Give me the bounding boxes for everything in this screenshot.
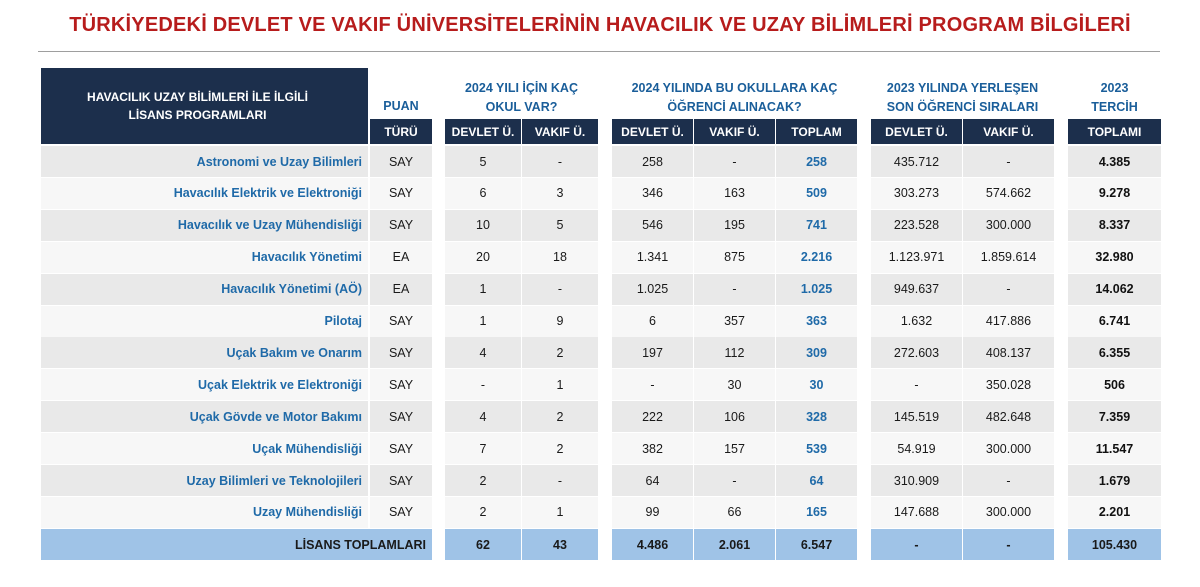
students-vakif-count: 30 <box>694 369 776 400</box>
rank-vakif: 574.662 <box>963 178 1054 209</box>
students-vakif-count: 875 <box>694 242 776 273</box>
totals-rank-vakif: - <box>963 529 1054 560</box>
table-row <box>0 497 1200 528</box>
totals-row <box>0 529 1200 560</box>
rank-vakif: 300.000 <box>963 210 1054 241</box>
rank-vakif: 350.028 <box>963 369 1054 400</box>
rank-devlet: 303.273 <box>871 178 963 209</box>
puan-type: SAY <box>370 210 432 241</box>
rank-vakif: - <box>963 146 1054 177</box>
school-vakif-count: 18 <box>522 242 598 273</box>
students-total-count: 1.025 <box>776 274 857 305</box>
students-devlet-count: 1.341 <box>612 242 694 273</box>
students-total-count: 328 <box>776 401 857 432</box>
rank-vakif-header: VAKIF Ü. <box>963 119 1054 144</box>
students-devlet-count: 99 <box>612 497 694 528</box>
totals-school-devlet: 62 <box>445 529 522 560</box>
rank-devlet: 147.688 <box>871 497 963 528</box>
turu-header: TÜRÜ <box>370 119 432 144</box>
tercih-total: 1.679 <box>1068 465 1161 496</box>
school-vakif-count: 2 <box>522 401 598 432</box>
puan-type: SAY <box>370 401 432 432</box>
school-vakif-count: - <box>522 146 598 177</box>
school-devlet-count: 1 <box>445 306 522 337</box>
table-row <box>0 306 1200 337</box>
program-name: Uçak Elektrik ve Elektroniği <box>41 369 368 400</box>
tercih-total-header: TOPLAMI <box>1068 119 1161 144</box>
table-row <box>0 178 1200 209</box>
totals-label: LİSANS TOPLAMLARI <box>41 529 432 560</box>
school-devlet-count: 2 <box>445 497 522 528</box>
schools-vakif-header: VAKIF Ü. <box>522 119 598 144</box>
program-name: Uzay Mühendisliği <box>41 497 368 528</box>
tercih-total: 6.355 <box>1068 337 1161 368</box>
puan-type: EA <box>370 274 432 305</box>
puan-type: SAY <box>370 178 432 209</box>
students-devlet-count: 1.025 <box>612 274 694 305</box>
table-row <box>0 274 1200 305</box>
puan-type: SAY <box>370 146 432 177</box>
tercih-header-line1: 2023 <box>1100 81 1129 96</box>
rank-group-header <box>871 78 1054 118</box>
totals-students-devlet: 4.486 <box>612 529 694 560</box>
program-name: Uzay Bilimleri ve Teknolojileri <box>41 465 368 496</box>
school-devlet-count: 2 <box>445 465 522 496</box>
puan-type: SAY <box>370 465 432 496</box>
rank-vakif: - <box>963 465 1054 496</box>
totals-school-vakif: 43 <box>522 529 598 560</box>
rank-header-line1: 2023 YILINDA YERLEŞEN <box>886 81 1039 96</box>
table-row <box>0 242 1200 273</box>
table-row <box>0 465 1200 496</box>
table-row <box>0 369 1200 400</box>
school-devlet-count: 7 <box>445 433 522 464</box>
totals-rank-devlet: - <box>871 529 963 560</box>
students-total-count: 741 <box>776 210 857 241</box>
rank-vakif: 300.000 <box>963 497 1054 528</box>
program-header-line1: HAVACILIK UZAY BİLİMLERİ İLE İLGİLİ <box>87 90 308 104</box>
rank-vakif: 408.137 <box>963 337 1054 368</box>
students-vakif-count: - <box>694 465 776 496</box>
puan-type: SAY <box>370 337 432 368</box>
table-row <box>0 401 1200 432</box>
students-devlet-count: 346 <box>612 178 694 209</box>
rank-vakif: 1.859.614 <box>963 242 1054 273</box>
program-name: Havacılık ve Uzay Mühendisliği <box>41 210 368 241</box>
students-header-line2: ÖĞRENCİ ALINACAK? <box>667 100 802 114</box>
program-name: Havacılık Elektrik ve Elektroniği <box>41 178 368 209</box>
program-name: Pilotaj <box>41 306 368 337</box>
rank-vakif: - <box>963 274 1054 305</box>
school-devlet-count: 1 <box>445 274 522 305</box>
students-devlet-count: 258 <box>612 146 694 177</box>
tercih-total: 32.980 <box>1068 242 1161 273</box>
students-total-count: 309 <box>776 337 857 368</box>
students-devlet-count: 197 <box>612 337 694 368</box>
school-devlet-count: 4 <box>445 401 522 432</box>
program-name: Astronomi ve Uzay Bilimleri <box>41 146 368 177</box>
tercih-total: 9.278 <box>1068 178 1161 209</box>
totals-students-total: 6.547 <box>776 529 857 560</box>
program-header <box>41 68 368 144</box>
students-vakif-count: 163 <box>694 178 776 209</box>
schools-group-header <box>445 78 598 118</box>
school-vakif-count: 3 <box>522 178 598 209</box>
students-total-count: 64 <box>776 465 857 496</box>
program-name: Uçak Gövde ve Motor Bakımı <box>41 401 368 432</box>
program-name: Uçak Bakım ve Onarım <box>41 337 368 368</box>
program-header-line2: LİSANS PROGRAMLARI <box>128 108 267 122</box>
students-vakif-count: 357 <box>694 306 776 337</box>
students-devlet-count: 546 <box>612 210 694 241</box>
tercih-total: 2.201 <box>1068 497 1161 528</box>
tercih-total: 4.385 <box>1068 146 1161 177</box>
students-total-header: TOPLAM <box>776 119 857 144</box>
school-devlet-count: 20 <box>445 242 522 273</box>
rank-vakif: 417.886 <box>963 306 1054 337</box>
program-name: Uçak Mühendisliği <box>41 433 368 464</box>
puan-type: SAY <box>370 369 432 400</box>
program-name: Havacılık Yönetimi <box>41 242 368 273</box>
rank-vakif: 300.000 <box>963 433 1054 464</box>
students-vakif-header: VAKIF Ü. <box>694 119 775 144</box>
puan-header: PUAN <box>383 99 419 114</box>
rank-devlet: 949.637 <box>871 274 963 305</box>
puan-type: SAY <box>370 306 432 337</box>
students-devlet-count: 382 <box>612 433 694 464</box>
students-vakif-count: 106 <box>694 401 776 432</box>
rank-devlet: 1.632 <box>871 306 963 337</box>
school-devlet-count: - <box>445 369 522 400</box>
schools-header-line1: 2024 YILI İÇİN KAÇ <box>464 81 578 96</box>
rank-header-line2: SON ÖĞRENCİ SIRALARI <box>886 100 1039 114</box>
schools-header-line2: OKUL VAR? <box>485 100 558 114</box>
puan-type: SAY <box>370 433 432 464</box>
totals-tercih: 105.430 <box>1068 529 1161 560</box>
tercih-header-line2: TERCİH <box>1091 100 1138 114</box>
school-vakif-count: 2 <box>522 337 598 368</box>
students-total-count: 258 <box>776 146 857 177</box>
students-devlet-count: 6 <box>612 306 694 337</box>
schools-devlet-header: DEVLET Ü. <box>445 119 521 144</box>
school-vakif-count: 1 <box>522 497 598 528</box>
rank-devlet: 54.919 <box>871 433 963 464</box>
students-devlet-count: 64 <box>612 465 694 496</box>
students-vakif-count: 157 <box>694 433 776 464</box>
school-devlet-count: 5 <box>445 146 522 177</box>
rank-vakif: 482.648 <box>963 401 1054 432</box>
students-vakif-count: 66 <box>694 497 776 528</box>
students-vakif-count: - <box>694 146 776 177</box>
students-total-count: 509 <box>776 178 857 209</box>
students-devlet-count: - <box>612 369 694 400</box>
puan-type: SAY <box>370 497 432 528</box>
puan-type: EA <box>370 242 432 273</box>
title-divider <box>38 51 1160 52</box>
rank-devlet: 1.123.971 <box>871 242 963 273</box>
rank-devlet: 272.603 <box>871 337 963 368</box>
rank-devlet-header: DEVLET Ü. <box>871 119 962 144</box>
program-name: Havacılık Yönetimi (AÖ) <box>41 274 368 305</box>
table-row <box>0 337 1200 368</box>
tercih-total: 8.337 <box>1068 210 1161 241</box>
school-vakif-count: 5 <box>522 210 598 241</box>
page-title: TÜRKİYEDEKİ DEVLET VE VAKIF ÜNİVERSİTELERİNİN HAVACILIK VE UZAY BİLİMLERİ PROGRAM BİLGİLERİ <box>69 14 1131 36</box>
tercih-total: 14.062 <box>1068 274 1161 305</box>
school-devlet-count: 4 <box>445 337 522 368</box>
students-vakif-count: - <box>694 274 776 305</box>
students-total-count: 30 <box>776 369 857 400</box>
rank-devlet: 435.712 <box>871 146 963 177</box>
school-vakif-count: - <box>522 274 598 305</box>
students-vakif-count: 195 <box>694 210 776 241</box>
rank-devlet: 310.909 <box>871 465 963 496</box>
rank-devlet: - <box>871 369 963 400</box>
school-vakif-count: 2 <box>522 433 598 464</box>
tercih-total: 506 <box>1068 369 1161 400</box>
table-row <box>0 433 1200 464</box>
school-devlet-count: 6 <box>445 178 522 209</box>
students-total-count: 363 <box>776 306 857 337</box>
school-vakif-count: - <box>522 465 598 496</box>
students-devlet-count: 222 <box>612 401 694 432</box>
rank-devlet: 145.519 <box>871 401 963 432</box>
tercih-group-header <box>1068 78 1161 118</box>
students-group-header <box>612 78 857 118</box>
school-devlet-count: 10 <box>445 210 522 241</box>
school-vakif-count: 1 <box>522 369 598 400</box>
table-row <box>0 146 1200 177</box>
tercih-total: 7.359 <box>1068 401 1161 432</box>
students-header-line1: 2024 YILINDA BU OKULLARA KAÇ <box>631 81 838 96</box>
tercih-total: 11.547 <box>1068 433 1161 464</box>
totals-students-vakif: 2.061 <box>694 529 776 560</box>
students-total-count: 2.216 <box>776 242 857 273</box>
school-vakif-count: 9 <box>522 306 598 337</box>
rank-devlet: 223.528 <box>871 210 963 241</box>
students-total-count: 165 <box>776 497 857 528</box>
table-row <box>0 210 1200 241</box>
students-total-count: 539 <box>776 433 857 464</box>
students-devlet-header: DEVLET Ü. <box>612 119 693 144</box>
students-vakif-count: 112 <box>694 337 776 368</box>
tercih-total: 6.741 <box>1068 306 1161 337</box>
